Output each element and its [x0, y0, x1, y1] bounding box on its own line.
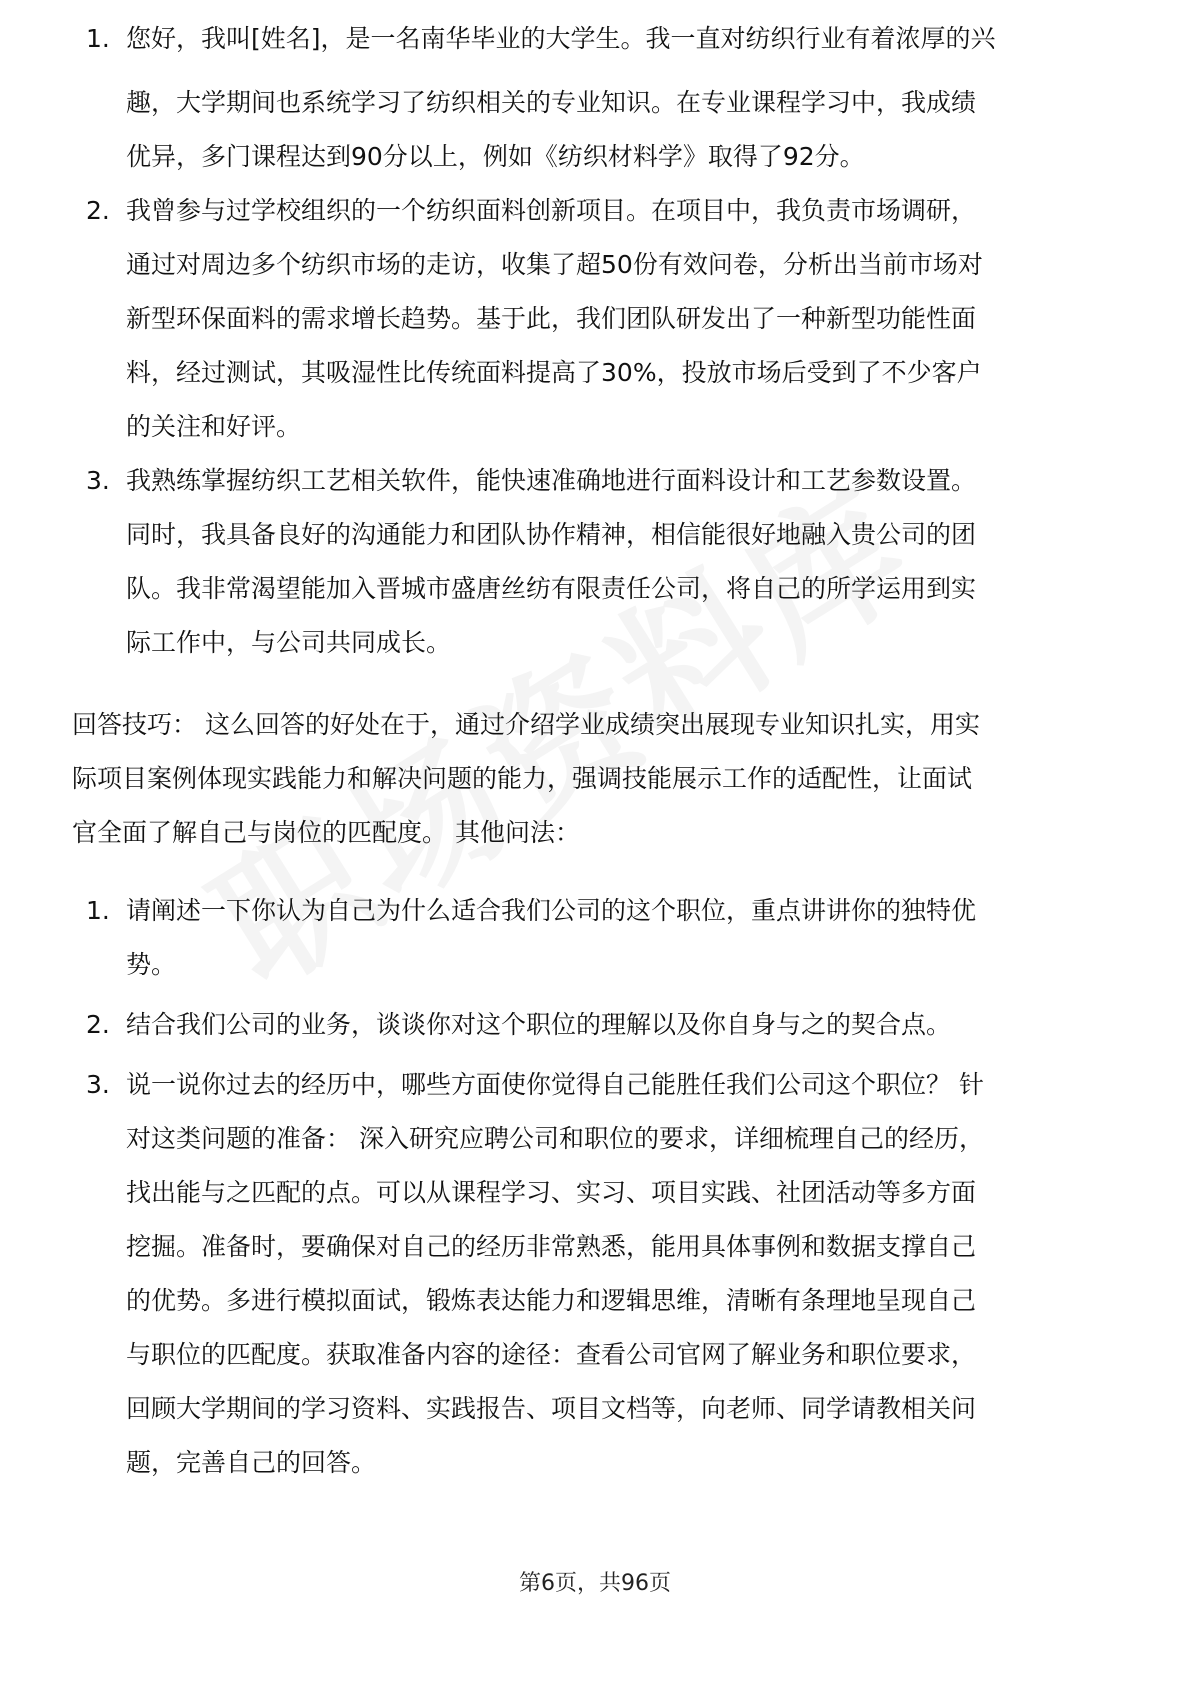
list-text-line: 的优势。多进行模拟面试，锻炼表达能力和逻辑思维，清晰有条理地呈现自己 — [126, 1286, 977, 1315]
list-text-line: 我曾参与过学校组织的一个纺织面料创新项目。在项目中，我负责市场调研， — [126, 196, 977, 225]
list-text-line: 的关注和好评。 — [126, 412, 302, 441]
list-number: 1. — [86, 896, 110, 925]
list-text-line: 我熟练掌握纺织工艺相关软件，能快速准确地进行面料设计和工艺参数设置。 — [126, 466, 977, 495]
list-number: 3. — [86, 466, 110, 495]
list-text-line: 题，完善自己的回答。 — [126, 1448, 377, 1477]
list-text-line: 找出能与之匹配的点。可以从课程学习、实习、项目实践、社团活动等多方面 — [126, 1178, 977, 1207]
paragraph-line: 官全面了解自己与岗位的匹配度。 其他问法： — [72, 818, 580, 847]
list-number: 2. — [86, 1010, 110, 1039]
paragraph-line: 回答技巧： 这么回答的好处在于，通过介绍学业成绩突出展现专业知识扎实，用实 — [72, 710, 980, 739]
list-text-line: 趣，大学期间也系统学习了纺织相关的专业知识。在专业课程学习中，我成绩 — [126, 88, 977, 117]
list-text-line: 回顾大学期间的学习资料、实践报告、项目文档等，向老师、同学请教相关问 — [126, 1394, 977, 1423]
list-text-line: 新型环保面料的需求增长趋势。基于此，我们团队研发出了一种新型功能性面 — [126, 304, 977, 333]
list-text-line: 挖掘。准备时，要确保对自己的经历非常熟悉，能用具体事例和数据支撑自己 — [126, 1232, 977, 1261]
list-text-line: 说一说你过去的经历中，哪些方面使你觉得自己能胜任我们公司这个职位？ 针 — [126, 1070, 984, 1099]
list-text-line: 对这类问题的准备： 深入研究应聘公司和职位的要求，详细梳理自己的经历， — [126, 1124, 984, 1153]
list-text-line: 际工作中，与公司共同成长。 — [126, 628, 452, 657]
list-number: 2. — [86, 196, 110, 225]
list-text-line: 优异，多门课程达到90分以上，例如《纺织材料学》取得了92分。 — [126, 142, 865, 171]
list-text-line: 同时，我具备良好的沟通能力和团队协作精神，相信能很好地融入贵公司的团 — [126, 520, 977, 549]
list-text-line: 请阐述一下你认为自己为什么适合我们公司的这个职位，重点讲讲你的独特优 — [126, 896, 977, 925]
list-text-line: 通过对周边多个纺织市场的走访，收集了超50份有效问卷，分析出当前市场对 — [126, 250, 983, 279]
list-text-line: 与职位的匹配度。获取准备内容的途径：查看公司官网了解业务和职位要求， — [126, 1340, 977, 1369]
list-text-line: 结合我们公司的业务，谈谈你对这个职位的理解以及你自身与之的契合点。 — [126, 1010, 952, 1039]
list-number: 1. — [86, 24, 110, 53]
paragraph-line: 际项目案例体现实践能力和解决问题的能力，强调技能展示工作的适配性，让面试 — [72, 764, 973, 793]
page-number: 第6页，共96页 — [519, 1571, 671, 1596]
list-text-line: 势。 — [126, 950, 177, 979]
list-text-line: 料，经过测试，其吸湿性比传统面料提高了30%，投放市场后受到了不少客户 — [126, 358, 982, 387]
list-text-line: 队。我非常渴望能加入晋城市盛唐丝纺有限责任公司，将自己的所学运用到实 — [126, 574, 977, 603]
clipped-line — [0, 0, 1190, 70]
list-number: 3. — [86, 1070, 110, 1099]
list-text-line: 您好，我叫[姓名]，是一名南华毕业的大学生。我一直对纺织行业有着浓厚的兴 — [126, 24, 996, 53]
